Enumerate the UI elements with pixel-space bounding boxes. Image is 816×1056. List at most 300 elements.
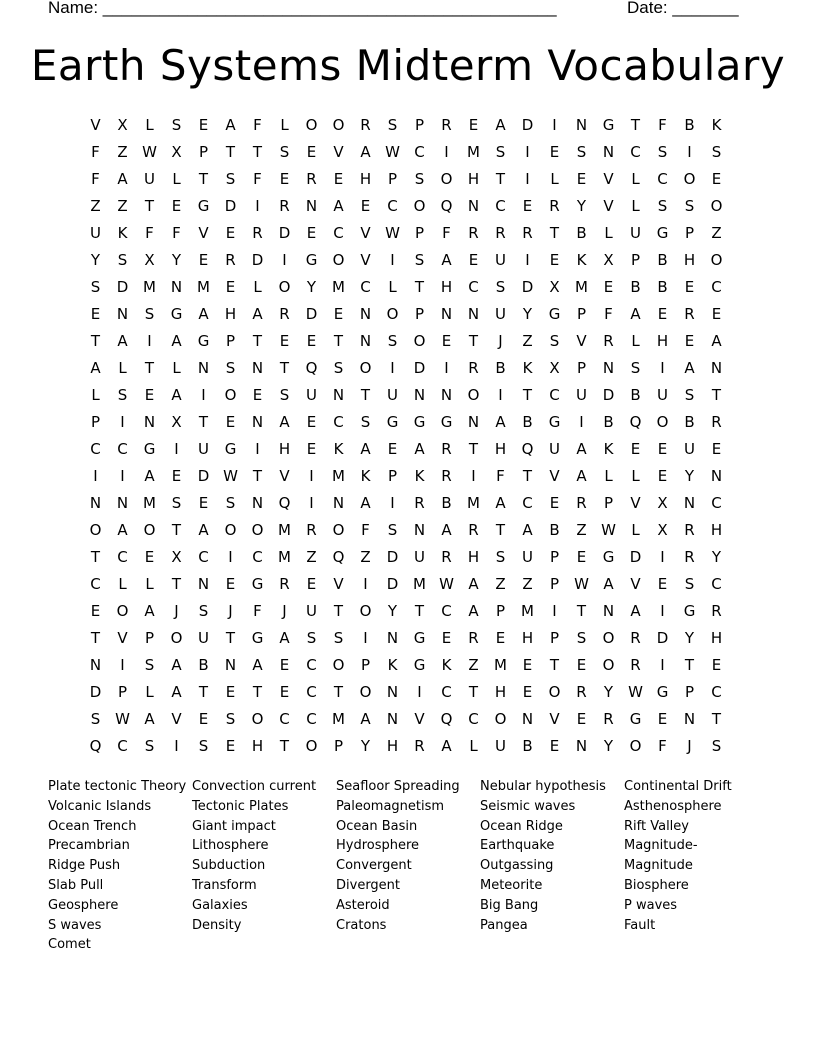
grid-letter: K (333, 440, 344, 458)
grid-letter: V (603, 170, 614, 188)
word-bank-item: Ocean Trench (48, 818, 137, 834)
grid-letter: S (90, 278, 101, 296)
grid-letter: G (629, 710, 642, 728)
grid-letter: I (282, 251, 287, 269)
grid-letter: G (602, 548, 615, 566)
grid-letter: C (711, 683, 722, 701)
grid-letter: E (333, 305, 344, 323)
grid-letter: T (576, 602, 587, 620)
word-bank-item: Biosphere (624, 877, 689, 893)
grid-letter: I (390, 494, 395, 512)
grid-letter: A (225, 116, 236, 134)
grid-letter: C (549, 386, 560, 404)
grid-letter: U (414, 548, 425, 566)
grid-letter: C (495, 197, 506, 215)
grid-letter: K (117, 224, 128, 242)
grid-letter: I (120, 413, 125, 431)
grid-letter: R (603, 710, 614, 728)
grid-letter: T (279, 359, 290, 377)
grid-letter: K (360, 467, 371, 485)
word-bank-item: Convergent (336, 858, 412, 874)
grid-letter: S (387, 332, 398, 350)
grid-letter: T (495, 521, 506, 539)
grid-letter: S (684, 197, 695, 215)
word-bank-column (480, 777, 624, 955)
grid-letter: R (684, 521, 695, 539)
word-bank-item: Nebular hypothesis (480, 779, 606, 794)
grid-letter: L (145, 575, 154, 593)
word-bank-item: Volcanic Islands (48, 798, 152, 814)
grid-letter: B (441, 494, 452, 512)
grid-letter: P (198, 143, 209, 161)
grid-letter: P (387, 170, 398, 188)
grid-letter: D (602, 386, 615, 404)
grid-letter: V (360, 251, 371, 269)
grid-letter: T (333, 332, 344, 350)
grid-letter: V (171, 710, 182, 728)
grid-letter: D (521, 278, 534, 296)
grid-letter: O (413, 197, 426, 215)
grid-letter: M (143, 278, 156, 296)
grid-letter: R (711, 413, 722, 431)
grid-letter: U (495, 305, 506, 323)
grid-letter: E (306, 413, 317, 431)
word-bank-item: Fault (624, 917, 656, 933)
grid-letter: H (494, 683, 507, 701)
grid-letter: S (171, 116, 182, 134)
grid-letter: S (684, 575, 695, 593)
grid-letter: Z (117, 197, 128, 215)
grid-letter: S (684, 386, 695, 404)
grid-letter: A (360, 710, 371, 728)
grid-letter: B (603, 413, 614, 431)
grid-letter: G (548, 305, 561, 323)
grid-letter: R (522, 224, 533, 242)
grid-letter: E (522, 197, 533, 215)
grid-letter: G (602, 116, 615, 134)
grid-letter: E (198, 116, 209, 134)
grid-letter: M (332, 278, 345, 296)
word-bank-item: Subduction (192, 858, 266, 874)
grid-letter: I (444, 359, 449, 377)
grid-letter: B (522, 737, 533, 755)
grid-letter: G (170, 305, 183, 323)
grid-letter: D (116, 278, 129, 296)
grid-letter: B (576, 224, 587, 242)
grid-letter: E (279, 170, 290, 188)
grid-letter: W (142, 143, 157, 161)
grid-letter: Z (90, 197, 101, 215)
grid-letter: R (441, 116, 452, 134)
grid-letter: C (441, 602, 452, 620)
grid-letter: H (710, 521, 723, 539)
grid-letter: B (684, 116, 695, 134)
grid-letter: I (201, 386, 206, 404)
grid-letter: G (683, 602, 696, 620)
grid-letter: L (172, 359, 181, 377)
grid-letter: G (656, 683, 669, 701)
grid-letter: S (144, 656, 155, 674)
grid-letter: T (414, 278, 425, 296)
grid-letter: Q (278, 494, 291, 512)
grid-letter: R (603, 332, 614, 350)
grid-letter: P (684, 683, 695, 701)
grid-letter: X (603, 251, 614, 269)
grid-letter: S (333, 629, 344, 647)
grid-letter: O (629, 737, 642, 755)
grid-letter: N (683, 494, 696, 512)
grid-letter: U (306, 386, 317, 404)
grid-letter: O (656, 413, 669, 431)
grid-letter: T (333, 602, 344, 620)
grid-letter: C (306, 656, 317, 674)
grid-letter: U (387, 386, 398, 404)
grid-letter: S (225, 170, 236, 188)
grid-letter: L (118, 575, 127, 593)
word-bank-item: Cratons (336, 917, 387, 933)
grid-letter: E (90, 602, 101, 620)
grid-letter: E (90, 305, 101, 323)
grid-letter: V (198, 224, 209, 242)
grid-letter: T (252, 683, 263, 701)
grid-letter: S (117, 386, 128, 404)
grid-letter: Z (711, 224, 722, 242)
grid-letter: T (549, 656, 560, 674)
grid-letter: V (549, 467, 560, 485)
grid-letter: N (197, 359, 210, 377)
grid-letter: R (414, 737, 425, 755)
grid-letter: O (683, 170, 696, 188)
word-bank-item: Earthquake (480, 838, 555, 854)
grid-letter: N (413, 386, 426, 404)
grid-letter: E (225, 224, 236, 242)
grid-letter: O (413, 332, 426, 350)
grid-letter: E (225, 413, 236, 431)
grid-letter: U (684, 440, 695, 458)
grid-letter: V (549, 710, 560, 728)
grid-letter: H (683, 251, 696, 269)
grid-letter: E (441, 629, 452, 647)
grid-letter: O (251, 710, 264, 728)
grid-letter: Y (171, 251, 182, 269)
grid-letter: O (332, 656, 345, 674)
grid-letter: E (657, 575, 668, 593)
grid-letter: A (144, 710, 155, 728)
grid-letter: P (414, 116, 425, 134)
grid-letter: R (441, 467, 452, 485)
grid-letter: K (414, 467, 425, 485)
grid-letter: U (144, 170, 155, 188)
grid-letter: A (522, 521, 533, 539)
grid-letter: O (602, 656, 615, 674)
word-bank-item: Precambrian (48, 838, 130, 854)
grid-letter: F (253, 170, 262, 188)
grid-letter: N (710, 359, 723, 377)
word-bank-item: Transform (192, 877, 257, 893)
grid-letter: W (628, 683, 643, 701)
grid-letter: P (684, 224, 695, 242)
grid-letter: A (711, 332, 722, 350)
grid-letter: N (251, 413, 264, 431)
grid-letter: E (657, 710, 668, 728)
grid-letter: E (576, 170, 587, 188)
grid-letter: T (333, 683, 344, 701)
grid-letter: S (360, 413, 371, 431)
grid-letter: E (711, 305, 722, 323)
grid-letter: G (413, 629, 426, 647)
grid-letter: M (332, 467, 345, 485)
grid-letter: F (253, 116, 262, 134)
grid-letter: E (441, 332, 452, 350)
grid-letter: C (441, 683, 452, 701)
grid-letter: I (660, 359, 665, 377)
grid-letter: A (630, 305, 641, 323)
grid-letter: E (144, 548, 155, 566)
grid-letter: I (228, 548, 233, 566)
grid-letter: S (171, 494, 182, 512)
grid-letter: T (495, 170, 506, 188)
grid-letter: V (360, 224, 371, 242)
grid-letter: Y (90, 251, 101, 269)
grid-letter: C (90, 440, 101, 458)
grid-letter: X (117, 116, 128, 134)
grid-letter: T (630, 116, 641, 134)
grid-letter: W (385, 224, 400, 242)
word-bank-item: Continental Drift (624, 779, 732, 794)
grid-letter: S (387, 116, 398, 134)
grid-letter: E (279, 656, 290, 674)
grid-letter: I (660, 656, 665, 674)
grid-letter: S (144, 305, 155, 323)
word-bank-item: Divergent (336, 877, 401, 893)
word-bank-item: Galaxies (192, 897, 248, 913)
grid-letter: T (198, 683, 209, 701)
grid-letter: R (684, 548, 695, 566)
grid-letter: N (413, 521, 426, 539)
grid-letter: C (468, 710, 479, 728)
grid-letter: O (332, 251, 345, 269)
grid-letter: E (225, 575, 236, 593)
grid-letter: T (711, 386, 722, 404)
grid-letter: C (198, 548, 209, 566)
word-bank-item: Outgassing (480, 858, 554, 874)
grid-letter: N (224, 656, 237, 674)
grid-letter: D (386, 575, 399, 593)
grid-letter: T (711, 710, 722, 728)
grid-letter: A (171, 332, 182, 350)
grid-letter: H (521, 629, 534, 647)
grid-letter: O (224, 386, 237, 404)
grid-letter: Y (603, 683, 614, 701)
grid-letter: M (143, 494, 156, 512)
grid-letter: J (174, 602, 179, 620)
grid-letter: P (360, 656, 371, 674)
grid-letter: U (522, 548, 533, 566)
grid-letter: G (251, 575, 264, 593)
grid-letter: A (360, 440, 371, 458)
word-bank-item: Seafloor Spreading (336, 779, 460, 794)
grid-letter: K (576, 251, 587, 269)
word-bank-item: Plate tectonic Theory (48, 779, 187, 794)
grid-letter: O (494, 710, 507, 728)
grid-letter: E (549, 494, 560, 512)
grid-letter: N (89, 656, 102, 674)
grid-letter: I (255, 197, 260, 215)
grid-letter: N (602, 602, 615, 620)
grid-letter: A (117, 170, 128, 188)
word-bank-item: Convection current (192, 779, 317, 794)
word-bank-item: S waves (48, 917, 102, 933)
grid-letter: G (305, 251, 318, 269)
word-bank-item: Geosphere (48, 897, 119, 913)
grid-letter: R (576, 683, 587, 701)
grid-letter: P (333, 737, 344, 755)
grid-letter: K (522, 359, 533, 377)
grid-letter: S (549, 332, 560, 350)
grid-letter: I (579, 413, 584, 431)
grid-letter: O (602, 629, 615, 647)
grid-letter: A (576, 440, 587, 458)
grid-letter: A (468, 575, 479, 593)
grid-letter: L (145, 116, 154, 134)
grid-letter: V (279, 467, 290, 485)
grid-letter: E (171, 467, 182, 485)
grid-letter: N (467, 413, 480, 431)
grid-letter: S (90, 710, 101, 728)
grid-letter: V (333, 575, 344, 593)
grid-letter: P (576, 359, 587, 377)
grid-letter: W (115, 710, 130, 728)
grid-letter: E (333, 170, 344, 188)
grid-letter: E (387, 440, 398, 458)
grid-letter: Z (522, 332, 533, 350)
grid-letter: V (90, 116, 101, 134)
grid-letter: I (471, 467, 476, 485)
grid-letter: M (467, 143, 480, 161)
grid-letter: T (414, 602, 425, 620)
grid-letter: D (413, 359, 426, 377)
grid-letter: C (306, 710, 317, 728)
word-bank-column (624, 777, 768, 955)
grid-letter: A (441, 737, 452, 755)
grid-letter: A (441, 521, 452, 539)
grid-letter: T (360, 386, 371, 404)
grid-letter: M (197, 278, 210, 296)
grid-letter: R (630, 656, 641, 674)
grid-letter: S (333, 359, 344, 377)
grid-letter: G (197, 332, 210, 350)
grid-letter: J (282, 602, 287, 620)
grid-letter: D (89, 683, 102, 701)
grid-letter: E (198, 494, 209, 512)
grid-letter: N (386, 710, 399, 728)
grid-letter: E (576, 548, 587, 566)
grid-letter: H (467, 548, 480, 566)
grid-letter: Z (468, 656, 479, 674)
word-bank-item: P waves (624, 897, 678, 913)
grid-letter: U (495, 251, 506, 269)
grid-letter: I (390, 359, 395, 377)
grid-letter: A (684, 359, 695, 377)
grid-letter: X (549, 359, 560, 377)
grid-letter: N (521, 710, 534, 728)
grid-letter: N (251, 359, 264, 377)
word-bank-item: Hydrosphere (336, 838, 420, 854)
grid-letter: J (228, 602, 233, 620)
grid-letter: R (306, 521, 317, 539)
grid-letter: R (360, 116, 371, 134)
grid-letter: Y (522, 305, 533, 323)
grid-letter: P (387, 467, 398, 485)
grid-letter: O (710, 251, 723, 269)
grid-letter: I (174, 440, 179, 458)
grid-letter: U (90, 224, 101, 242)
grid-letter: I (174, 737, 179, 755)
grid-letter: S (495, 143, 506, 161)
grid-letter: L (631, 332, 640, 350)
grid-letter: R (468, 224, 479, 242)
grid-letter: R (225, 251, 236, 269)
grid-letter: B (684, 413, 695, 431)
grid-letter: G (251, 629, 264, 647)
grid-letter: O (305, 116, 318, 134)
grid-letter: G (197, 197, 210, 215)
grid-letter: A (252, 656, 263, 674)
grid-letter: G (440, 413, 453, 431)
grid-letter: I (93, 467, 98, 485)
grid-letter: U (306, 602, 317, 620)
grid-letter: E (603, 278, 614, 296)
grid-letter: I (120, 656, 125, 674)
grid-letter: D (521, 116, 534, 134)
grid-letter: T (684, 656, 695, 674)
grid-letter: T (90, 629, 101, 647)
grid-letter: L (550, 170, 559, 188)
grid-letter: T (468, 683, 479, 701)
grid-letter: M (575, 278, 588, 296)
grid-letter: F (604, 305, 613, 323)
grid-letter: S (144, 737, 155, 755)
grid-letter: A (279, 413, 290, 431)
grid-letter: M (278, 521, 291, 539)
grid-letter: S (657, 197, 668, 215)
grid-letter: T (171, 575, 182, 593)
grid-letter: I (498, 386, 503, 404)
grid-letter: A (90, 359, 101, 377)
grid-letter: N (683, 710, 696, 728)
grid-letter: L (253, 278, 262, 296)
grid-letter: R (468, 629, 479, 647)
grid-letter: X (171, 413, 182, 431)
grid-letter: Y (360, 737, 371, 755)
grid-letter: E (225, 683, 236, 701)
grid-letter: R (279, 305, 290, 323)
grid-letter: B (198, 656, 209, 674)
grid-letter: R (711, 602, 722, 620)
grid-letter: T (252, 467, 263, 485)
grid-letter: P (117, 683, 128, 701)
grid-letter: E (657, 305, 668, 323)
grid-letter: E (225, 278, 236, 296)
grid-letter: U (549, 440, 560, 458)
grid-letter: H (494, 440, 507, 458)
grid-letter: L (631, 170, 640, 188)
grid-letter: U (576, 386, 587, 404)
word-bank-column (192, 777, 336, 955)
grid-letter: E (306, 332, 317, 350)
grid-letter: S (630, 359, 641, 377)
grid-letter: H (278, 440, 291, 458)
